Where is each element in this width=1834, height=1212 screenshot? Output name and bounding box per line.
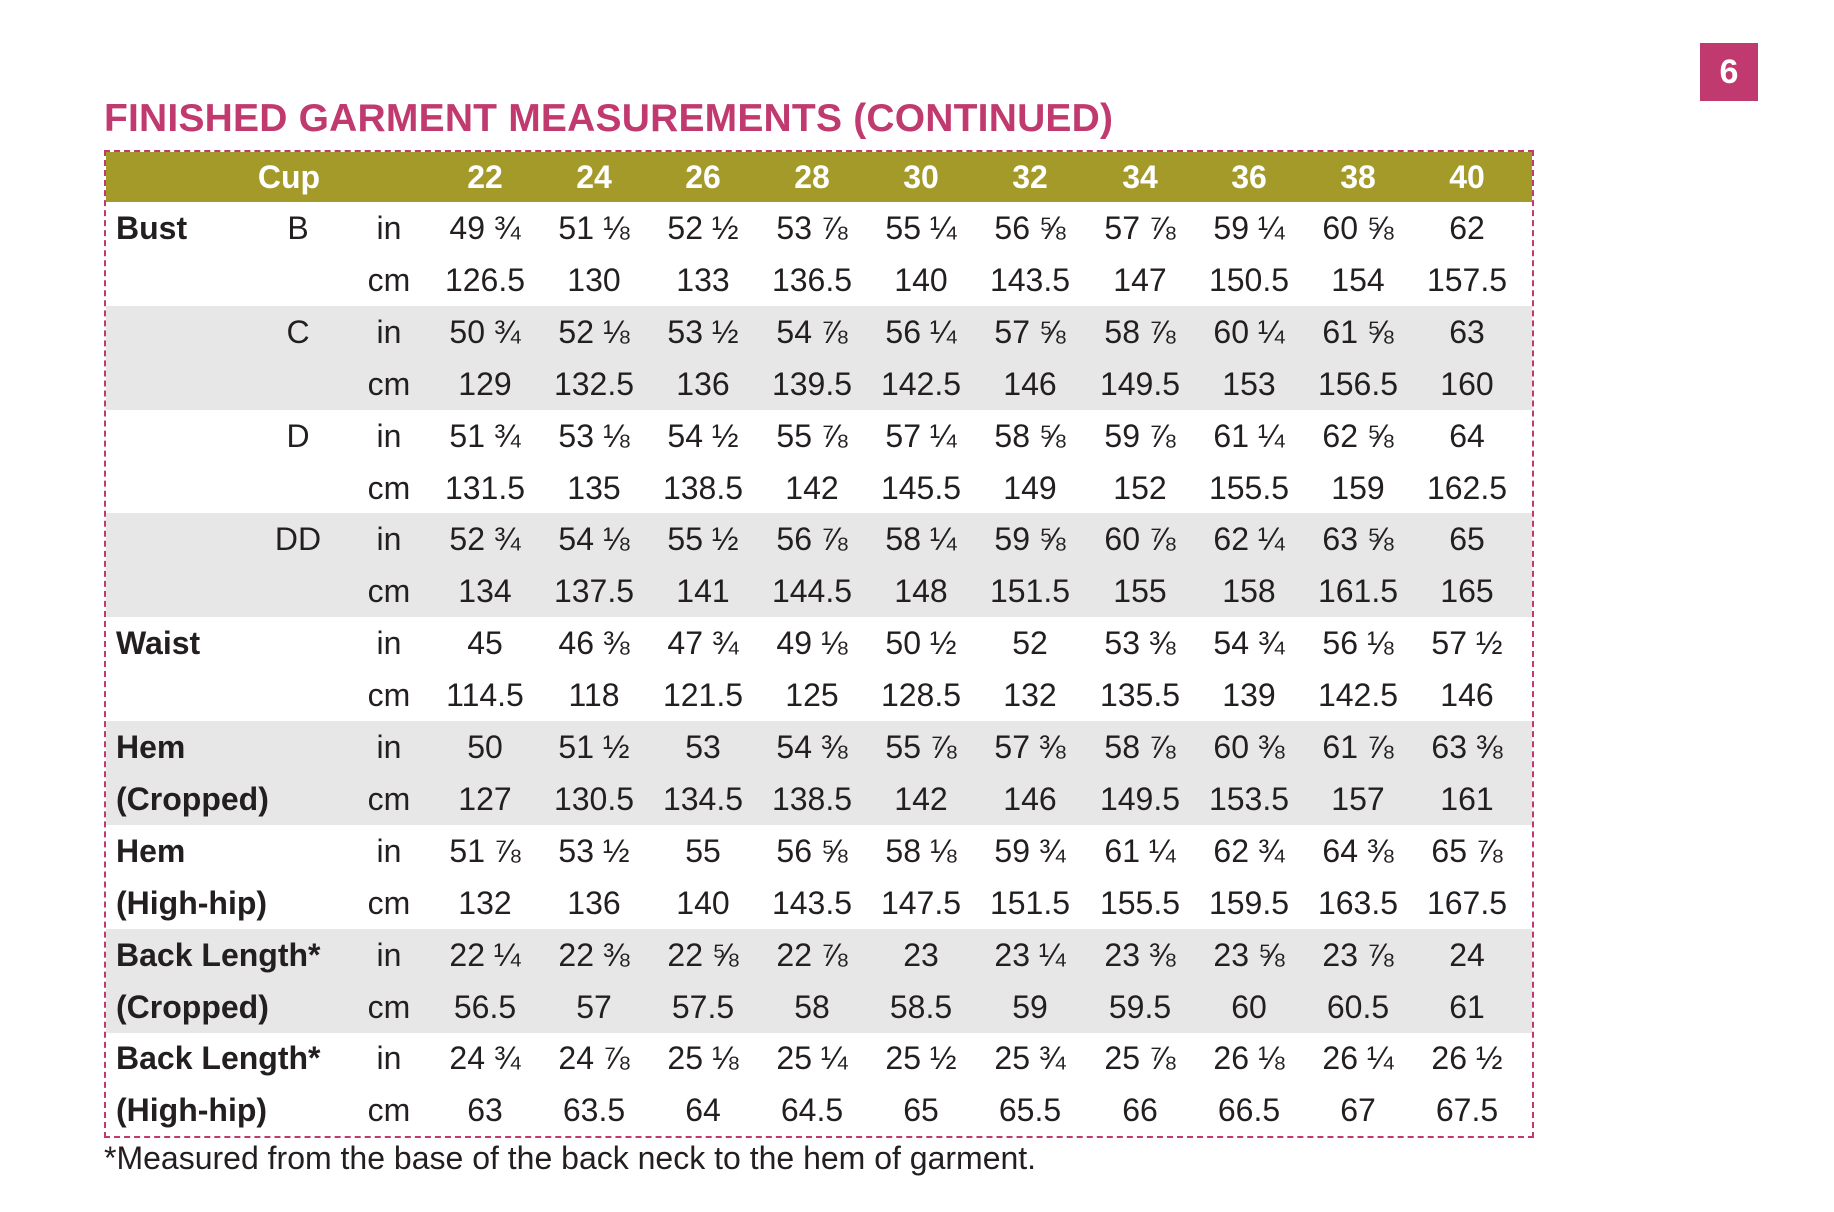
measurement-cell: 58 ⅛ xyxy=(885,832,957,869)
measurement-cell: 46 ⅜ xyxy=(558,625,630,662)
measurement-cell: 57 ½ xyxy=(1431,625,1503,662)
unit-cell: cm xyxy=(367,677,411,714)
size-header: 28 xyxy=(794,159,830,195)
measurement-cell: 57 ⅜ xyxy=(994,729,1066,765)
measurement-cell: 145.5 xyxy=(880,469,962,506)
measurement-cell: 61 ⅞ xyxy=(1322,729,1394,765)
row-label: (Cropped) xyxy=(116,988,269,1025)
measurement-cell: 58 ⅝ xyxy=(994,417,1066,454)
measurement-cell: 146 xyxy=(1003,780,1057,817)
measurement-cell: 23 xyxy=(903,936,939,973)
measurement-cell: 57 ⅞ xyxy=(1104,210,1176,246)
measurement-cell: 25 ⅛ xyxy=(667,1040,739,1077)
unit-cell: cm xyxy=(367,1092,411,1129)
measurement-cell: 159 xyxy=(1331,469,1385,506)
size-header: 38 xyxy=(1340,159,1376,195)
measurement-cell: 126.5 xyxy=(444,261,526,298)
measurement-cell: 61 ⅝ xyxy=(1322,313,1394,350)
measurement-cell: 157.5 xyxy=(1426,261,1508,298)
measurement-cell: 58 ⅞ xyxy=(1104,313,1176,350)
measurement-cell: 59 ¾ xyxy=(994,832,1066,869)
measurement-cell: 140 xyxy=(894,261,948,298)
measurement-cell: 157 xyxy=(1331,780,1385,817)
unit-cell: in xyxy=(376,729,402,765)
measurement-cell: 61 ¼ xyxy=(1104,832,1176,869)
cup-size-cell: D xyxy=(286,417,310,454)
measurement-cell: 128.5 xyxy=(880,677,962,714)
measurement-cell: 26 ¼ xyxy=(1322,1040,1394,1077)
measurement-cell: 163.5 xyxy=(1317,884,1399,921)
measurement-cell: 63 xyxy=(467,1092,503,1129)
row-label: (Cropped) xyxy=(116,780,269,817)
measurement-cell: 57 ⅝ xyxy=(994,313,1066,350)
measurement-cell: 67 xyxy=(1340,1092,1376,1129)
measurement-cell: 52 ¾ xyxy=(449,521,521,558)
measurement-cell: 26 ⅛ xyxy=(1213,1040,1285,1077)
measurement-cell: 62 ¾ xyxy=(1213,832,1285,869)
unit-cell: in xyxy=(376,625,402,662)
measurement-cell: 54 ⅛ xyxy=(558,521,630,558)
measurement-cell: 56.5 xyxy=(453,988,517,1025)
measurement-cell: 167.5 xyxy=(1426,884,1508,921)
measurement-cell: 121.5 xyxy=(662,677,744,714)
measurement-cell: 65.5 xyxy=(998,1092,1062,1129)
measurement-cell: 148 xyxy=(894,573,948,610)
measurement-cell: 147.5 xyxy=(880,884,962,921)
unit-cell: cm xyxy=(367,365,411,402)
measurement-cell: 22 ⅝ xyxy=(667,936,739,973)
measurement-cell: 136 xyxy=(567,884,621,921)
measurement-cell: 153 xyxy=(1222,365,1276,402)
unit-cell: cm xyxy=(367,884,411,921)
size-header: 36 xyxy=(1231,159,1267,195)
measurement-cell: 60 ⅞ xyxy=(1104,521,1176,558)
measurement-cell: 63 ⅜ xyxy=(1431,729,1503,765)
measurement-cell: 56 ¼ xyxy=(885,313,957,350)
measurement-cell: 142 xyxy=(785,469,839,506)
unit-cell: in xyxy=(376,210,402,246)
measurement-cell: 154 xyxy=(1331,261,1385,298)
measurement-cell: 67.5 xyxy=(1435,1092,1499,1129)
unit-cell: in xyxy=(376,521,402,558)
measurement-cell: 58 ¼ xyxy=(885,521,957,558)
measurement-cell: 53 ⅛ xyxy=(558,417,630,454)
measurement-cell: 58 xyxy=(794,988,830,1025)
measurement-cell: 47 ¾ xyxy=(667,625,739,662)
measurement-cell: 62 ⅝ xyxy=(1322,417,1394,454)
measurement-cell: 63 xyxy=(1449,313,1485,350)
measurement-cell: 156.5 xyxy=(1317,365,1399,402)
measurement-cell: 61 ¼ xyxy=(1213,417,1285,454)
measurement-cell: 50 ½ xyxy=(885,625,957,662)
measurement-cell: 132 xyxy=(458,884,512,921)
footnote: *Measured from the base of the back neck to the hem of garment. xyxy=(104,1140,1037,1176)
measurement-cell: 58 ⅞ xyxy=(1104,729,1176,765)
measurement-cell: 22 ¼ xyxy=(449,936,521,973)
measurement-cell: 114.5 xyxy=(446,677,524,714)
measurement-cell: 62 ¼ xyxy=(1213,521,1285,558)
measurement-cell: 129 xyxy=(458,365,512,402)
measurement-cell: 55 ¼ xyxy=(885,210,957,246)
measurement-cell: 53 ½ xyxy=(558,832,630,869)
measurement-cell: 141 xyxy=(676,573,730,610)
row-label: (High-hip) xyxy=(116,884,268,921)
measurement-cell: 65 xyxy=(1449,521,1485,558)
measurement-cell: 26 ½ xyxy=(1431,1040,1503,1077)
row-label: Back Length* xyxy=(116,1040,321,1077)
row-label: Waist xyxy=(116,625,201,662)
measurement-cell: 130.5 xyxy=(553,780,635,817)
measurement-cell: 59 ⅝ xyxy=(994,521,1066,558)
size-header: 22 xyxy=(467,159,503,195)
measurement-cell: 52 xyxy=(1012,625,1048,662)
unit-cell: in xyxy=(376,417,402,454)
measurement-cell: 142 xyxy=(894,780,948,817)
measurement-cell: 55 ½ xyxy=(667,521,739,558)
measurement-cell: 151.5 xyxy=(989,573,1071,610)
cup-header: Cup xyxy=(257,159,321,195)
size-header: 26 xyxy=(685,159,721,195)
measurement-cell: 23 ¼ xyxy=(994,936,1066,973)
measurement-cell: 149.5 xyxy=(1099,365,1181,402)
measurement-cell: 53 ⅜ xyxy=(1104,625,1176,662)
row-label: Hem xyxy=(116,729,186,765)
measurement-cell: 149 xyxy=(1003,469,1057,506)
measurement-cell: 155.5 xyxy=(1099,884,1181,921)
measurement-cell: 50 xyxy=(467,729,503,765)
measurement-cell: 60 ¼ xyxy=(1213,313,1285,350)
measurement-cell: 52 ⅛ xyxy=(558,313,630,350)
measurement-cell: 158 xyxy=(1222,573,1276,610)
measurement-cell: 161.5 xyxy=(1317,573,1399,610)
measurement-cell: 137.5 xyxy=(553,573,635,610)
measurement-cell: 132.5 xyxy=(553,365,635,402)
measurement-cell: 147 xyxy=(1113,261,1167,298)
measurement-cell: 55 xyxy=(685,832,721,869)
measurement-cell: 60.5 xyxy=(1326,988,1390,1025)
page-title: FINISHED GARMENT MEASUREMENTS (CONTINUED) xyxy=(104,97,1114,140)
unit-cell: in xyxy=(376,1040,402,1077)
measurement-cell: 25 ¾ xyxy=(994,1040,1066,1077)
size-header: 30 xyxy=(903,159,939,195)
measurement-cell: 53 xyxy=(685,729,721,765)
measurement-cell: 66.5 xyxy=(1217,1092,1281,1129)
size-header: 34 xyxy=(1122,159,1158,195)
cup-size-cell: C xyxy=(286,313,310,350)
measurement-cell: 23 ⅜ xyxy=(1104,936,1176,973)
row-label: Hem xyxy=(116,832,186,869)
measurement-cell: 134 xyxy=(458,573,512,610)
measurement-cell: 127 xyxy=(458,780,512,817)
measurement-cell: 53 ⅞ xyxy=(776,210,848,246)
measurement-cell: 23 ⅝ xyxy=(1213,936,1285,973)
table-header-row xyxy=(106,152,1532,202)
measurement-cell: 51 ⅛ xyxy=(558,210,630,246)
measurement-cell: 56 ⅝ xyxy=(776,832,848,869)
measurement-cell: 59.5 xyxy=(1108,988,1172,1025)
measurement-cell: 152 xyxy=(1113,469,1167,506)
measurement-cell: 24 ¾ xyxy=(449,1040,521,1077)
measurement-cell: 139 xyxy=(1222,677,1276,714)
measurement-cell: 52 ½ xyxy=(667,210,739,246)
measurement-cell: 56 ⅞ xyxy=(776,521,848,558)
measurement-cell: 142.5 xyxy=(1317,677,1399,714)
measurement-cell: 59 ⅞ xyxy=(1104,417,1176,454)
size-header: 24 xyxy=(576,159,612,195)
unit-cell: in xyxy=(376,936,402,973)
measurement-cell: 155 xyxy=(1113,573,1167,610)
measurement-cell: 138.5 xyxy=(771,780,853,817)
measurement-cell: 49 ⅛ xyxy=(776,625,848,662)
measurement-cell: 64 ⅜ xyxy=(1322,832,1394,869)
measurement-cell: 64.5 xyxy=(780,1092,844,1129)
measurement-cell: 153.5 xyxy=(1208,780,1290,817)
measurement-cell: 25 ½ xyxy=(885,1040,957,1077)
measurement-cell: 55 ⅞ xyxy=(776,417,848,454)
measurement-cell: 131.5 xyxy=(444,469,526,506)
measurement-cell: 62 xyxy=(1449,210,1485,246)
measurement-cell: 133 xyxy=(676,261,730,298)
measurement-cell: 60 ⅜ xyxy=(1213,729,1285,765)
measurement-cell: 64 xyxy=(685,1092,721,1129)
unit-cell: cm xyxy=(367,469,411,506)
measurement-cell: 51 ½ xyxy=(558,729,630,765)
measurement-cell: 138.5 xyxy=(662,469,744,506)
measurement-cell: 160 xyxy=(1440,365,1494,402)
unit-cell: cm xyxy=(367,988,411,1025)
measurement-cell: 56 ⅛ xyxy=(1322,625,1394,662)
measurement-cell: 23 ⅞ xyxy=(1322,936,1394,973)
measurement-cell: 140 xyxy=(676,884,730,921)
measurement-cell: 59 ¼ xyxy=(1213,210,1285,246)
measurement-cell: 66 xyxy=(1122,1092,1158,1129)
measurement-cell: 135 xyxy=(567,469,621,506)
unit-cell: cm xyxy=(367,573,411,610)
measurement-cell: 56 ⅝ xyxy=(994,210,1066,246)
measurement-cell: 155.5 xyxy=(1208,469,1290,506)
measurement-cell: 136 xyxy=(676,365,730,402)
measurement-cell: 50 ¾ xyxy=(449,313,521,350)
measurement-cell: 53 ½ xyxy=(667,313,739,350)
measurement-cell: 49 ¾ xyxy=(449,210,521,246)
measurement-cell: 125 xyxy=(785,677,839,714)
measurement-cell: 149.5 xyxy=(1099,780,1181,817)
measurement-cell: 51 ¾ xyxy=(449,417,521,454)
measurement-cell: 25 ¼ xyxy=(776,1040,848,1077)
measurement-cell: 161 xyxy=(1440,780,1494,817)
measurement-cell: 51 ⅞ xyxy=(449,832,521,869)
measurement-cell: 25 ⅞ xyxy=(1104,1040,1176,1077)
measurement-cell: 24 xyxy=(1449,936,1485,973)
cup-size-cell: B xyxy=(287,210,309,246)
measurement-cell: 165 xyxy=(1440,573,1494,610)
measurement-cell: 45 xyxy=(467,625,503,662)
measurement-cell: 142.5 xyxy=(880,365,962,402)
measurement-cell: 54 ⅞ xyxy=(776,313,848,350)
row-label: Back Length* xyxy=(116,936,321,973)
measurement-cell: 146 xyxy=(1440,677,1494,714)
measurement-cell: 150.5 xyxy=(1208,261,1290,298)
measurement-cell: 22 ⅞ xyxy=(776,936,848,973)
measurement-cell: 130 xyxy=(567,261,621,298)
page-number-badge: 6 xyxy=(1700,43,1758,101)
measurement-cell: 151.5 xyxy=(989,884,1071,921)
measurement-cell: 54 ½ xyxy=(667,417,739,454)
size-header: 40 xyxy=(1449,159,1485,195)
measurement-cell: 64 xyxy=(1449,417,1485,454)
measurement-cell: 65 ⅞ xyxy=(1431,832,1503,869)
measurement-cell: 59 xyxy=(1012,988,1048,1025)
measurement-cell: 24 ⅞ xyxy=(558,1040,630,1077)
measurement-cell: 134.5 xyxy=(662,780,744,817)
measurement-cell: 143.5 xyxy=(989,261,1071,298)
measurement-cell: 60 ⅝ xyxy=(1322,210,1394,246)
measurement-cell: 63 ⅝ xyxy=(1322,521,1394,558)
measurement-cell: 54 ¾ xyxy=(1213,625,1285,662)
measurement-cell: 139.5 xyxy=(771,365,853,402)
measurement-cell: 57.5 xyxy=(671,988,735,1025)
measurement-cell: 135.5 xyxy=(1099,677,1181,714)
unit-cell: cm xyxy=(367,780,411,817)
measurement-cell: 57 xyxy=(576,988,612,1025)
size-header: 32 xyxy=(1012,159,1048,195)
measurement-cell: 143.5 xyxy=(771,884,853,921)
measurement-cell: 22 ⅜ xyxy=(558,936,630,973)
row-label: (High-hip) xyxy=(116,1092,268,1129)
measurement-cell: 63.5 xyxy=(562,1092,626,1129)
measurement-cell: 144.5 xyxy=(771,573,853,610)
measurement-cell: 60 xyxy=(1231,988,1267,1025)
measurement-cell: 118 xyxy=(568,677,620,714)
cup-size-cell: DD xyxy=(274,521,322,558)
measurement-cell: 159.5 xyxy=(1208,884,1290,921)
measurement-cell: 57 ¼ xyxy=(885,417,957,454)
measurement-cell: 55 ⅞ xyxy=(885,729,957,765)
measurement-cell: 162.5 xyxy=(1426,469,1508,506)
measurement-cell: 61 xyxy=(1449,988,1485,1025)
measurement-cell: 146 xyxy=(1003,365,1057,402)
unit-cell: cm xyxy=(367,261,411,298)
measurement-cell: 58.5 xyxy=(889,988,953,1025)
measurement-cell: 132 xyxy=(1003,677,1057,714)
row-label: Bust xyxy=(116,210,188,246)
measurement-cell: 54 ⅜ xyxy=(776,729,848,765)
measurement-cell: 65 xyxy=(903,1092,939,1129)
measurement-cell: 136.5 xyxy=(771,261,853,298)
unit-cell: in xyxy=(376,832,402,869)
unit-cell: in xyxy=(376,313,402,350)
